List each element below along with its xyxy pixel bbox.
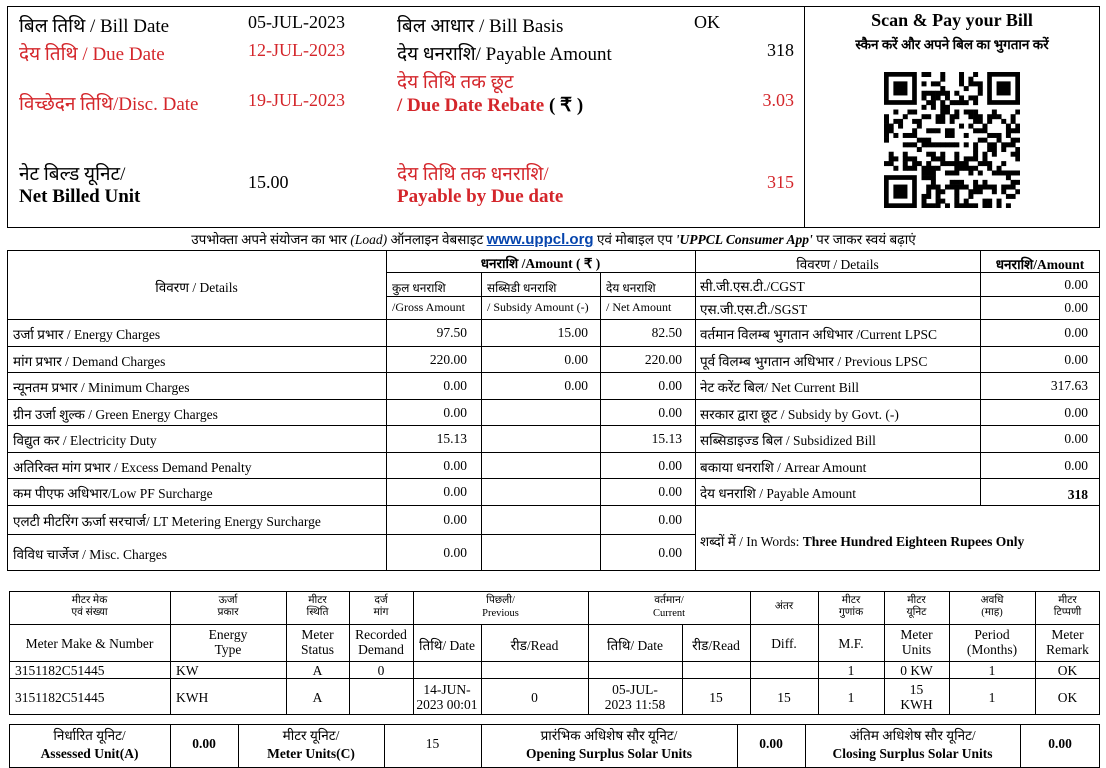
meter-remark-header-hi: मीटर टिप्पणी [1053,595,1082,618]
rebate-label-line2: / Due Date Rebate ( ₹ ) [397,95,584,116]
diff-header: Diff. [771,636,797,651]
charges-amount-header: धनराशि /Amount ( ₹ ) [480,256,601,271]
previous-header-hi: पिछली/ [486,595,515,606]
energy-type: KWH [176,690,209,705]
recorded-demand-header-hi: दर्ज मांग [373,595,389,618]
meter-status-header-hi: मीटर स्थिति [306,595,329,618]
summary-value: 318 [1067,487,1088,502]
energy-type-header-hi: ऊर्जा प्रकार [217,595,239,618]
meter-units-label-en: Meter Units(C) [267,746,355,761]
subsidy-amount: 0.00 [564,378,588,393]
meter-make-header-hi: मीटर मेक एवं संख्या [71,595,108,618]
assessed-label-en: Assessed Unit(A) [40,746,139,761]
due-date-value: 12-JUL-2023 [248,40,345,60]
assessed-label-hi: निर्धारित यूनिट/ [53,728,126,743]
subsidy-header-en: / Subsidy Amount (-) [487,300,589,314]
payable-by-due-label-line2: Payable by Due date [397,186,564,207]
diff-header-hi: अंतर [774,601,794,612]
summary-label: बकाया धनराशि / Arrear Amount [700,459,867,475]
opening-solar-value: 0.00 [759,736,783,751]
uppcl-website-link[interactable]: www.uppcl.org [486,231,594,248]
in-words: शब्दों में / In Words: Three Hundred Eighteen Rupees Only [700,534,1025,549]
curr-read: 15 [709,690,723,705]
subsidy-amount: 15.00 [557,325,588,340]
charge-label: न्यूनतम प्रभार / Minimum Charges [13,380,190,395]
disc-date-value: 19-JUL-2023 [248,90,345,110]
summary-value: 317.63 [1050,378,1088,393]
summary-value: 0.00 [1064,431,1088,446]
closing-solar-label-en: Closing Surplus Solar Units [832,746,993,761]
meter-remark: OK [1057,690,1078,705]
payable-amount-value: 318 [767,40,794,60]
meter-status-header: Meter Status [300,627,334,657]
bill-basis-label: बिल आधार / Bill Basis [397,16,564,37]
energy-type-header: Energy Type [208,627,248,657]
gross-header-hi: कुल धनराशि [392,281,446,295]
net-amount: 0.00 [658,484,682,499]
period-header-hi: अवधि (माह) [980,595,1004,618]
subsidy-header-hi: सब्सिडी धनराशि [487,281,557,295]
gross-amount: 97.50 [436,325,467,340]
curr-read-header: रीड/Read [692,638,740,653]
gross-amount: 0.00 [443,457,467,473]
meter-number: 3151182C51445 [15,662,105,678]
bill-basis-value: OK [694,12,720,32]
opening-solar-label-hi: प्रारंभिक अधिशेष सौर यूनिट/ [540,728,678,743]
net-amount: 0.00 [658,545,682,560]
rebate-value: 3.03 [762,90,794,110]
recorded-demand: 0 [377,662,385,678]
summary-label: नेट करेंट बिल/ Net Current Bill [700,380,859,395]
meter-units: 0 KW [900,662,933,678]
payable-by-due-value: 315 [767,172,794,192]
summary-value: 0.00 [1064,351,1088,367]
net-unit-value: 15.00 [248,172,289,192]
meter-status: A [312,690,323,705]
qr-title: Scan & Pay your Bill [871,10,1033,30]
assessed-value: 0.00 [192,736,216,751]
diff: 15 [777,690,791,705]
mf: 1 [847,690,855,705]
meter-units-value: 15 [425,736,440,751]
mf-header: M.F. [838,636,864,651]
summary-label: एस.जी.एस.टी./SGST [700,302,808,317]
energy-type: KW [176,662,199,678]
payable-by-due-label-line1: देय तिथि तक धनराशि/ [397,164,549,185]
net-amount: 82.50 [651,325,682,340]
summary-value: 0.00 [1064,404,1088,420]
summary-amount-header: धनराशि/Amount [995,257,1085,272]
net-amount: 0.00 [658,404,682,420]
closing-solar-value: 0.00 [1048,736,1072,751]
net-header-hi: देय धनराशि [606,281,656,295]
rupee-symbol: ( ₹ ) [548,95,584,116]
net-amount: 220.00 [644,351,682,367]
charge-label: कम पीएफ अधिभार/Low PF Surcharge [13,486,213,501]
net-unit-label-line2: Net Billed Unit [19,186,141,207]
prev-date: 14-JUN- 2023 00:01 [416,682,478,712]
recorded-demand-header: Recorded Demand [355,627,407,657]
prev-read-header: रीड/Read [510,638,559,653]
charge-label: उर्जा प्रभार / Energy Charges [13,327,161,342]
bill-date-label: बिल तिथि / Bill Date [19,16,170,37]
period: 1 [988,690,996,705]
mf-header-hi: मीटर गुणांक [838,595,864,618]
payable-amount-label: देय धनराशि/ Payable Amount [397,44,612,65]
gross-amount: 0.00 [443,378,467,393]
current-header-hi: वर्तमान/ [654,595,684,606]
charges-details-header: विवरण / Details [155,280,238,295]
opening-solar-label-en: Opening Surplus Solar Units [526,746,692,761]
qr-code-icon[interactable] [884,72,1020,208]
gross-header-en: /Gross Amount [392,300,466,314]
gross-amount: 15.13 [436,431,467,446]
charge-label: ग्रीन उर्जा शुल्क / Green Energy Charges [13,406,218,422]
due-date-label: देय तिथि / Due Date [19,44,165,65]
net-amount: 0.00 [658,512,682,527]
summary-value: 0.00 [1064,325,1088,340]
summary-value: 0.00 [1064,300,1088,315]
net-amount: 0.00 [658,457,682,473]
period: 1 [988,662,996,678]
net-unit-label-line1: नेट बिल्ड यूनिट/ [19,164,126,185]
charge-label: अतिरिक्त मांग प्रभार / Excess Demand Penalty [13,459,252,475]
curr-date-header: तिथि/ Date [607,638,663,653]
net-amount: 0.00 [658,378,682,393]
prev-read: 0 [531,690,538,705]
charge-label: विद्युत कर / Electricity Duty [13,433,157,448]
summary-value: 0.00 [1064,276,1088,292]
summary-details-header: विवरण / Details [796,257,879,272]
current-header-en: Current [652,608,686,619]
meter-remark: OK [1057,662,1078,678]
meter-remark-header: Meter Remark [1046,627,1089,657]
qr-subtitle: स्कैन करें और अपने बिल का भुगतान करें [855,37,1049,52]
period-header: Period (Months) [966,627,1018,657]
gross-amount: 0.00 [443,512,467,527]
summary-label: सी.जी.एस.टी./CGST [700,278,805,294]
closing-solar-label-hi: अंतिम अधिशेष सौर यूनिट/ [849,728,976,743]
charge-label: मांग प्रभार / Demand Charges [13,353,166,369]
subsidy-amount: 0.00 [564,351,588,367]
summary-label: पूर्व विलम्ब भुगतान अधिभार / Previous LPSC [700,353,928,369]
meter-units-label-hi: मीटर यूनिट/ [282,728,340,743]
gross-amount: 0.00 [443,545,467,560]
curr-date: 05-JUL- 2023 11:58 [604,682,666,712]
net-header-en: / Net Amount [606,300,672,314]
mf: 1 [847,662,855,678]
disc-date-label: विच्छेदन तिथि/Disc. Date [19,94,199,115]
previous-header-en: Previous [482,608,519,619]
gross-amount: 220.00 [429,351,467,367]
summary-label: सब्सिडाइज्ड बिल / Subsidized Bill [700,433,876,448]
meter-make-header: Meter Make & Number [25,636,154,651]
summary-value: 0.00 [1064,457,1088,473]
charge-label: एलटी मीटरिंग ऊर्जा सरचार्ज/ LT Metering Energy Surcharge [13,514,321,529]
meter-number: 3151182C51445 [15,690,105,705]
rebate-label-line1: देय तिथि तक छूट [397,72,514,93]
summary-label: देय धनराशि / Payable Amount [700,486,856,501]
summary-label: सरकार द्वारा छूट / Subsidy by Govt. (-) [700,406,899,422]
meter-units-header-hi: मीटर यूनिट [906,595,927,618]
gross-amount: 0.00 [443,484,467,499]
meter-status: A [312,662,323,678]
prev-date-header: तिथि/ Date [419,638,475,653]
bill-date-value: 05-JUL-2023 [248,12,345,32]
notice-line: उपभोक्ता अपने संयोजन का भार (Load) ऑनलाइन वेबसाइट www.uppcl.org एवं मोबाइल एप 'UPPCL Consumer App' पर जाकर स्वयं बढ़ाएं [191,231,916,248]
meter-units: 15 KWH [900,682,933,712]
gross-amount: 0.00 [443,404,467,420]
meter-units-header: Meter Units [900,627,933,657]
summary-label: वर्तमान विलम्ब भुगतान अधिभार /Current LPSC [700,327,938,342]
net-amount: 15.13 [651,431,682,446]
charge-label: विविध चार्जेज / Misc. Charges [13,547,168,562]
